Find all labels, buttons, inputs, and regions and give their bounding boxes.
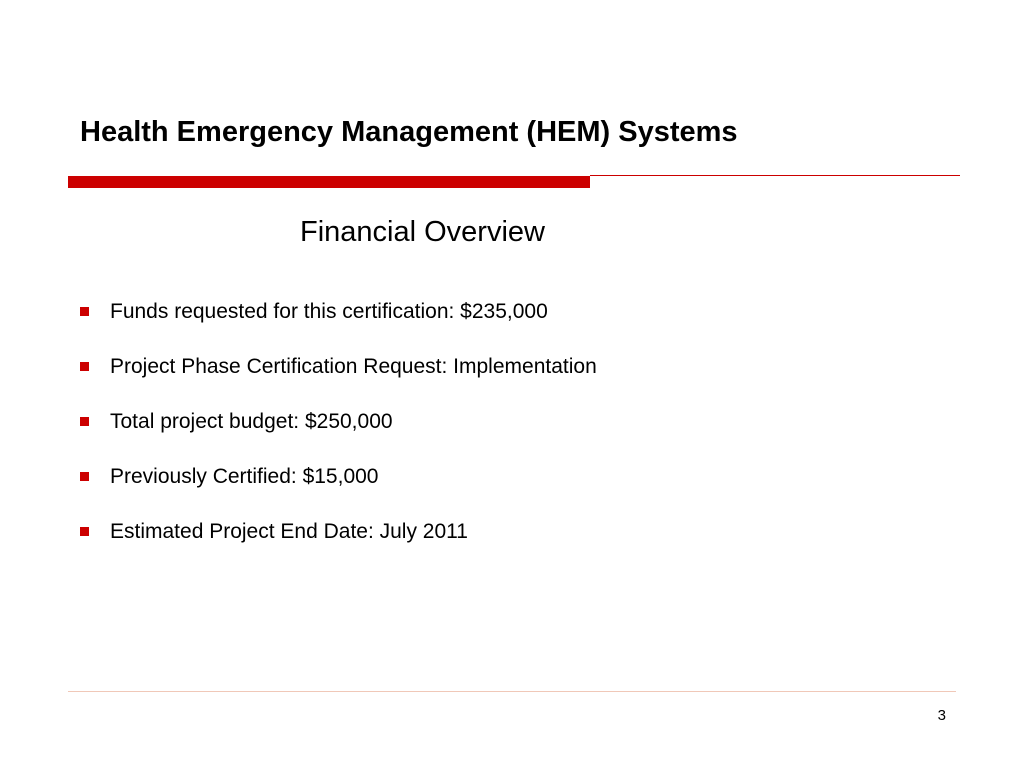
list-item xyxy=(80,295,597,350)
square-bullet-icon xyxy=(80,472,89,481)
square-bullet-icon xyxy=(80,362,89,371)
bullet-text: Estimated Project End Date: July 2011 xyxy=(110,520,468,543)
page-number: 3 xyxy=(937,707,946,724)
bullet-text: Total project budget: $250,000 xyxy=(110,410,393,433)
title-underline-thin xyxy=(590,175,960,176)
list-item xyxy=(80,460,597,515)
square-bullet-icon xyxy=(80,417,89,426)
list-item xyxy=(80,350,597,405)
footer-divider xyxy=(68,691,956,692)
list-item xyxy=(80,405,597,460)
title-underline-thick xyxy=(68,176,590,188)
list-item xyxy=(80,515,597,570)
bullet-text: Previously Certified: $15,000 xyxy=(110,465,379,488)
square-bullet-icon xyxy=(80,527,89,536)
bullet-text: Project Phase Certification Request: Implementation xyxy=(110,355,597,378)
bullet-list xyxy=(80,295,597,570)
slide-title: Health Emergency Management (HEM) Systems xyxy=(80,116,738,148)
square-bullet-icon xyxy=(80,307,89,316)
slide-subtitle: Financial Overview xyxy=(300,216,545,248)
bullet-text: Funds requested for this certification: $235,000 xyxy=(110,300,548,323)
